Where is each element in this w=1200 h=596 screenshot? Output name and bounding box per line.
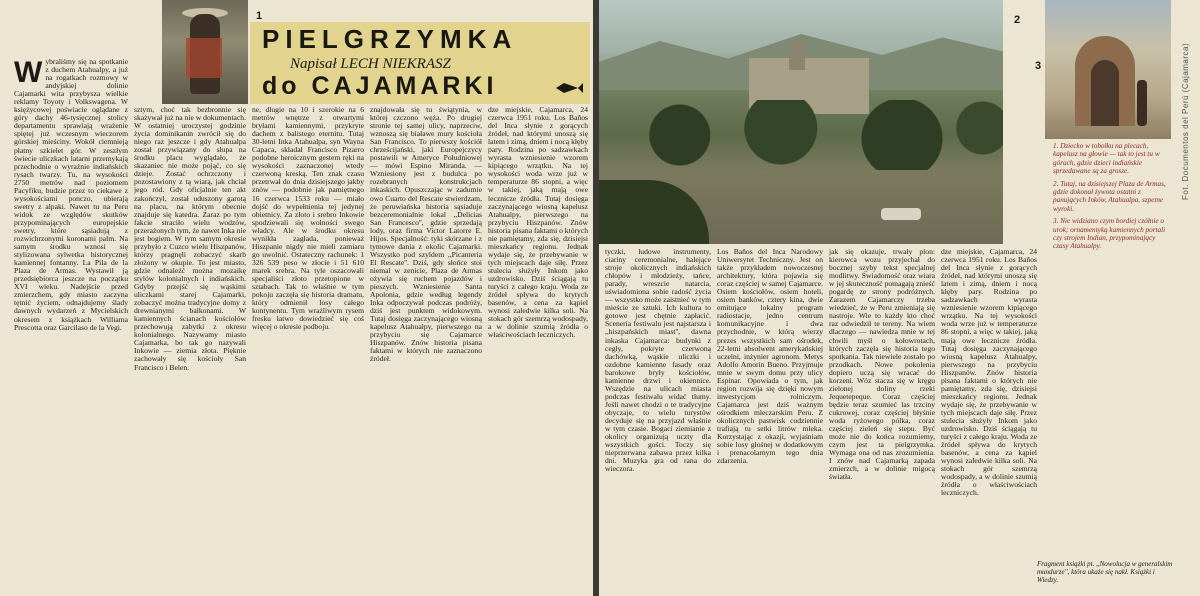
- caption-2: 2. Tutaj, na dzisiejszej Plaza de Armas, gdzie dokonał żywota ostatni z panujących Inków, Atahualpa, szpetne wyroki.: [1053, 179, 1166, 213]
- title-line-2: do CAJAMARKI: [262, 72, 498, 100]
- photo-number-2: 2: [1013, 14, 1021, 26]
- right-page: [599, 0, 1200, 596]
- column-6: tyczki, ludowe instrumenty, ciariny ceremonialne, halejące stroje okolicznych indiańskich chłopów i młodzieży, tańce, parady, wreszcie natarcia, uświadomiona sobie radość życia — wszystko może zaistnieć w tym mieście ze sztuki. Ich kultura to gotowe jest chętnie zapłacić. Sceneria festiwalu jest najstarsza i ,,hiszpańskich miast'', dawna inkaska Cajamarca: budynki z cegły, pokryte czerwoną dachówką, wąskie uliczki i ozdobne kamienne fasady oraz barokowe bryły kościołów, kamienne drzwi i okiennice. Wszędzie na ulicach miasta podczas festiwalu widać tłumy. Jeśli nawet chodzi o te tradycyjne obyczaje, to wielu turystów decyduje się na przyjazd właśnie w tym czasie. Bogaci ziemianie z okolicy organizują uczty dla wszystkich gości. Toczy się nieprzerwana zabawa przez kilka dni. Muzyka gra od rana do wieczora.: [605, 248, 711, 474]
- photo-plaza-de-armas: [599, 0, 1003, 244]
- photo-indian-woman: [162, 0, 248, 104]
- article-title-block: [250, 22, 590, 104]
- photo-church-portal: [1045, 0, 1171, 139]
- caption-1: 1. Dziecko w tobołku na plecach, kapelusz na głowie — tak to jest tu w górach, gdzie dzieci indiańskie sprzedawane są za grosze.: [1053, 142, 1160, 176]
- drop-cap: W: [14, 58, 43, 89]
- column-9: dze miejskie, Cajamarca, 24 czerwca 1951 roku. Los Baños del Inca słynie z gorących źródeł, nad którymi unoszą się latem i zimą, dniem i nocą kłęby pary. Rodzina po sadzawkach wyrasta wzniesienie wzorem kipiącego wrzątku. Na tej wysokości woda wrze już w temperaturze 86 stopni, a więc w takiej, jaką mają owe lecznicze źródła. Tutaj dosięga zaczynającego wiosną kapelusz Atahualpy, pierwszego na przybyciu Hiszpanów. Znów historia pisana faktami o których nie pamiętamy, zda się, dzisiejsi mieszkańcy regionu. Jednak wydaje się, że przebywanie w tych miejscach daje siłę. Przez stulecia służyły Inkom jako uzdrowisko. Dziś ściągają tu turyści z całego kraju. Woda ze źródeł spływa do krytych basenów, a cena za kąpiel wynosi zaledwie kilka soli. Na stokach gór szemrzą wodospady, a w dolinie szumią źródła o właściwościach leczniczych.: [941, 248, 1037, 498]
- column-8: jak się okazuje, trwały plon: kierowca wozu przyjechał do bocznej szyby tekst specjalnej modlitwy. Świadomość oraz wiara w jej skuteczność pomagają znieść pogardę ze strony podróżnych. Zarazem Cajamarczy trzeba wiedzieć, że w Peru zmieniają się nastroje. Wie to każdy kto choć raz odwiedził te tereny. Na wiem dlaczego — nawiedza mnie w tej chwili myśl o kołowrotach, których zaczęła się historia tego spotkania. Tak niewiele zostało po przodkach. Nowe pokolenia dopiero uczą się wracać do korzeni. Wóz stacza się w kręgu zielonej doliny rzeki Jequetepeque. Coraz częściej będzie teraz szumieć las trzciny cukrowej, coraz częściej błyśnie woda ryżowego pólka, coraz częściej zieleń się stepu. Być może nie do końca rozumiemy, czym jest ta pielgrzymka. Wymaga ona od nas zrozumienia. I znów nad Cajamarką zapada zmierzch, a w dolinie migocą światła.: [829, 248, 935, 482]
- column-4: znajdowała się tu świątynia, w której czczono węża. Po drugiej stronie tej samej ulicy, naprzeciw, wznoszą się białawe mury kościoła San Francisco. To pierwszy kościół chrześcijański, jaki Europejczycy postawili w Ameryce Południowej — mówi Espino Miranda. — Wzniesiony jest z budulca po rozebranych konstrukcjach inkaskich. Opuszczając w zadumie owo Cuarto del Rescate stwierdzam, że peruwiańska historia sąsiaduje bezceremonialnie lokal ,,Delicias San Francesco'', gdzie sprzedają lody, oraz firma Victor Latorre E. Hijos. Specjalność: tyki skórzane i z tymowe dania z okolic Cajamarki. Wszystko pod szyldem ,,Picanteria El Rescate''. Dziś, gdy słońce stoi niemal w zenicie, Plaza de Armas ożywia się ruchem pojazdów i pieszych. Wzniesienie Santa Apolonia, gdzie według legendy Inka odpoczywał podczas podróży, dziś jest punktem widokowym. Tutaj dosięga zaczynającego wiosną kapelusz Atahualpy, pierwszego na przybyciu się Cajamarce Hiszpanów. Znów historia pisana faktami w których nie zaznaczono źródeł.: [370, 106, 482, 364]
- column-2: sztym, choć tak bezbronnie się skażywał już na nie w dokumentach. W ostatniej uroczystej godzinie życia dominikanin zwrócił się do niego raz jeszcze i gdy Atahualpa został przywiązany do słupa na środku placu wyglądało, że skazaniec nie może pojąć, co się dzieje. Zostać ochrzczony i pozostawiony z tą wiarą, jak chciał jego ród. Gdy oficjalnie ten akt zakończył, został uduszony garotą na placu, na którym obecnie znajduje się katedra. Zaraz po tym fakcie straciło wielu wodzów, przerażonych tym, że nawet Inka nie jest bogiem. W tym samym okresie przybyło z Cuzco wielu Hiszpanów, którzy pragnęli zobaczyć skarb złożony w okupie. To jest miasto, gdzie odnaleźć można mozaikę stylów kolonialnych i indiańskich. Gdyby przejść się wąskimi uliczkami starej Cajamarki, zobaczyć można tradycyjne domy z drewnianymi balkonami. W kamiennych ścianach kościołów przechowują zabytki z okresu kolonialnego. Nazywamy miasto Cajamarka, bo tak go nazywali Inkowie — ziemia złota. Pięknie zachowały się kościoły San Francisco i Belen.: [134, 106, 246, 372]
- photo-captions: [1053, 142, 1171, 292]
- column-7: Los Baños del Inca Narodowy Uniwersytet Techniczny. Jest on także przykładem nowoczesnej architektury, która pojawia się coraz częściej w samej Cajamarce. Osiem kościołów, osiem hoteli, osiem banków, cztery kina, dwie emitujące lokalny program radiostacje, jedno centrum komunikacyjne i dwa przychodnie, w którą wierzy prezes wszystkich sam ośrodek, 22-letni absolwent amerykańskiej uczelni, inżynier agronom. Metys Adolfo Amorin Bueno. Przyjmuje mnie w swym domu przy ulicy Espinar. Opowiada o tym, jak region rozwija się dzięki nowym inwestycjom rolniczym. Cajamarca jest dziś ważnym ośrodkiem mleczarskim Peru. Z okolicznych pastwisk codziennie trafiają tu setki litrów mleka. Korzystając z okazji, wyjaśniam sobie losy głośnej w dodatkowym i prenacolarnym tego dnia zdarzenia.: [717, 248, 823, 466]
- byline: Napisał LECH NIEKRASZ: [290, 56, 451, 72]
- photo-credit: Fot. Documentos del Perú (Cajamarca): [1181, 42, 1190, 200]
- column-3: ne, długie na 10 i szerokie na 6 metrów wnętrze z otwartymi bryłami kamiennymi, przykryte dachem z balistego eternitu. Tutaj 30-letni Inka Atahualpa, syn Wayna Capaca, składał Francisco Pizarro podobne heroicznym gestem ręki na wysokości zaznaczonej wtedy czerwoną kreską. Ten znak czasu przetrwał do dnia dzisiejszego jakby znów — podobnie jak pamiętnego 16 czerwca 1533 roku — miało dojść do wypełnienia tej jedynej obietnicy. Za złoto i srebro Inkowie spodziewali się wolności swego władcy. Ale w środku okresu wynikła zagłada, ponieważ Hiszpanie nigdy nie mieli zamiaru go uwolnić. Ostateczny rachunek: 1 326 539 peso w złocie i 51 610 marek srebra. Na tyle oszacowali specjaliści złoto przetopione w sztabach. Tak to właśnie w tym pokoju zaczęła się historia dramatu, który odmienił losy całego kontynentu. Tym wrażliwym rysem fresku łatwo dowiedzieć się coś więcej o okresie podboju.: [252, 106, 364, 332]
- column-1: [14, 58, 128, 588]
- column-1-text: ybraliśmy się na spotkanie z duchem Atahualpy, a już na rogatkach rozmowy w andyjskiej dolinie Cajamarki wita przybysza wielkie reklamy Toyoty i Volkswagena. W księżycowej poświacie oglądane z góry dachy 46-tysięcznej stolicy departamentu sprawiają wrażenie spiętej już wczesnym wieczorem górskiej mieściny. Wokół ciemnieją płatny szkielet gór. W zeszłym świecie uliczkach latarni przemykają przechodnie o wyraźnie indiańskich rysach twarzy. Tu, na wysokości 2750 metrów nad poziomem Pacyfiku, budzie przez to ciekawe z wysokościami ponczo, ubierają swetry z alpaki. Nawet tu na Peru widok ze względów skutków przypominających europejskie swetry, które sąsiadują z rozwichrzonymi koronami palm. Na samym środku wznosi się stylizowana sylwetka historycznej kamiennej fontanny. La Pila de la Plaza de Armas. Wystawił ją przedsiębiorca jeszcze na początku XVI wieku. Nadejście przed zmierzchem, gdy miasto zaczyna tętnić życiem, odnajdujemy ślady dawnych wydarzeń z Mycielskich okresem z książkach Williama Prescotta oraz Garcilaso de la Vegi.: [14, 58, 128, 332]
- title-line-1: PIELGRZYMKA: [262, 24, 518, 54]
- photo-number-3: 3: [1035, 60, 1042, 72]
- column-5: dze miejskie, Cajamarca, 24 czerwca 1951 roku. Los Baños del Inca słynie z gorących źródeł, nad którymi unoszą się latem i zimą, dniem i nocą kłęby pary. Rodzina po sadzawkach wyrasta wzniesienie wzorem kipiącego wrzątku. Na tej wysokości woda wrze już w temperaturze 86 stopni, a więc w takiej, jaką mają owe lecznicze źródła. Tutaj dosięga zaczynającego wiosną kapelusz Atahualpy, pierwszego na przybyciu Hiszpanów. Znów historia pisana faktami o których nie pamiętamy, zda się, dzisiejsi mieszkańcy regionu. Jednak wydaje się, że przebywanie w tych miejscach daje siłę. Przez stulecia służyły Inkom jako uzdrowisko. Dziś ściągają tu turyści z całego kraju. Woda ze źródeł spływa do krytych basenów, a cena za kąpiel wynosi zaledwie kilka soli. Na stokach gór szemrzą wodospady, a w dolinie szumią źródła o właściwościach leczniczych.: [488, 106, 588, 340]
- footnote: Fragment książki pt. ,,Nowolucja w generalskim mundurze'', która ukaże się nakł. Książki i Wiedzy.: [1037, 560, 1173, 584]
- caption-3: 3. Nie widziano czym bordiej czółnie o urok; ornamentyką kamiennych portali czy strojem Indian, przypominający czasy Atahualpy.: [1053, 217, 1166, 251]
- left-page: [0, 0, 593, 596]
- fish-icon: [554, 82, 584, 94]
- photo-number-1: 1: [256, 10, 263, 22]
